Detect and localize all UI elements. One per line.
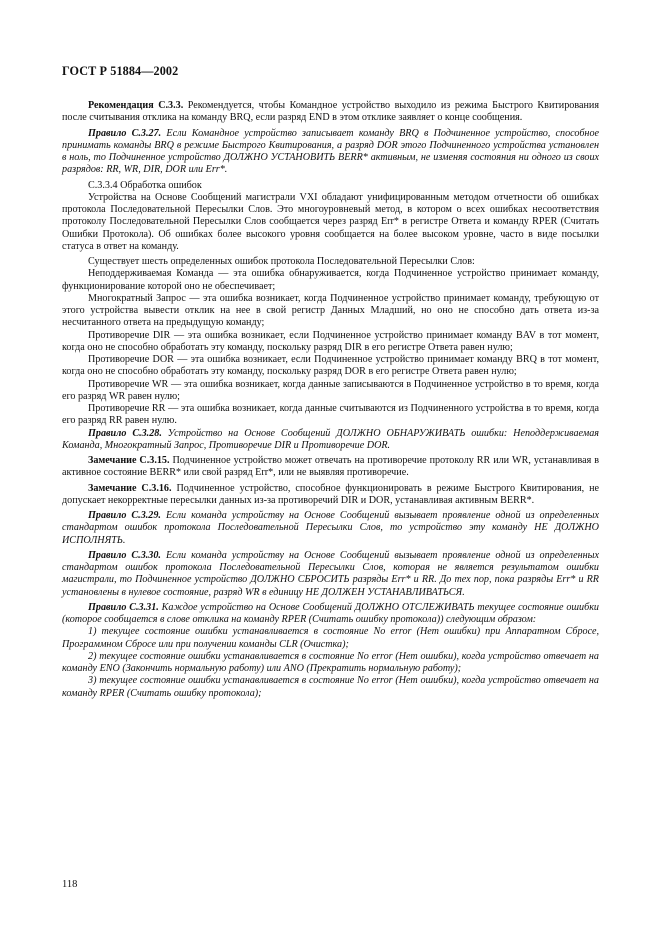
note-c-3-16: Замечание С.3.16. Подчиненное устройство, способное функционировать в режиме Быстрого Квитирования, не допускает некорректные пересылки данных из-за противоречий DIR и DOR, устанавливая активным BERR*. xyxy=(62,482,599,506)
list-item: 2) текущее состояние ошибки устанавливается в состояние No error (Нет ошибки), когда устройство отвечает на команду ENO (Закончить нормальную работу) или ANO (Прекратить нормальную работу); xyxy=(62,650,599,674)
rule-c-3-31: Правило С.3.31. Каждое устройство на Основе Сообщений ДОЛЖНО ОТСЛЕЖИВАТЬ текущее состояние ошибки (которое сообщается в слове отклика на команду RPER (Считать ошибку протокола)) следующим образом: xyxy=(62,601,599,625)
list-item: 3) текущее состояние ошибки устанавливается в состояние No error (Нет ошибки), когда устройство отвечает на команду RPER (Считать ошибку протокола); xyxy=(62,675,599,699)
error-item: Противоречие DOR — эта ошибка возникает, если Подчиненное устройство принимает команду BRQ в тот момент, когда оно не способно обработать эту команду, поскольку разряд DOR в его регистре Ответа равен нулю; xyxy=(62,354,599,378)
document-header: ГОСТ Р 51884—2002 xyxy=(62,64,179,78)
note-label: Замечание С.3.16. xyxy=(88,482,172,494)
body-paragraph: Устройства на Основе Сообщений магистрали VXI обладают унифицированным методом отчетности об ошибках протокола Последовательной Пересылки Слов. Это многоуровневый метод, в котором о всех ошибках несоответствия протоколу Последовательной Пересылки Слов сообщается через разряд Err* в регистре Ответа и команду RPER (Считать Ошибки Протокола). Об ошибках более высокого уровня сообщается на более высоком уровне, часто в виде посылки статуса в ответ на команду. xyxy=(62,191,599,252)
rule-c-3-28: Правило С.3.28. Устройство на Основе Сообщений ДОЛЖНО ОБНАРУЖИВАТЬ ошибки: Неподдерживаемая Команда, Многократный Запрос, Противоречие DIR и Противоречие DOR. xyxy=(62,427,599,451)
error-item: Многократный Запрос — эта ошибка возникает, когда Подчиненное устройство принимает команду, требующую от этого устройства вывести отклик на нее в свой регистр Данных Младший, но оно не способно дать ответа из-за несчитанного ответа на предыдущую команду; xyxy=(62,292,599,329)
rule-label: Правило С.3.27. xyxy=(88,127,162,139)
page-body xyxy=(62,100,599,700)
rule-label: Правило С.3.28. xyxy=(88,427,162,439)
rule-c-3-29: Правило С.3.29. Если команда устройству на Основе Сообщений вызывает проявление одной из определенных стандартом ошибок протокола Последовательной Пересылки Слов, то устройство эту команду НЕ ДОЛЖНО ИСПОЛНЯТЬ. xyxy=(62,510,600,546)
note-c-3-15: Замечание С.3.15. Подчиненное устройство может отвечать на противоречие протоколу RR или WR, устанавливая в активное состояние BERR* или свой разряд Err*, или не выявляя противоречие. xyxy=(62,455,599,479)
rule-c-3-27: Правило С.3.27. Если Командное устройство записывает команду BRQ в Подчиненное устройство, способное принимать команды BRQ в режиме Быстрого Квитирования, а разряд DOR этого Подчиненного устройства установлен в ноль, то Подчиненное устройство ДОЛЖНО УСТАНОВИТЬ BERR* активным, не изменяя состояния ни одного из своих разрядов: RR, WR, DIR, DOR или Err*. xyxy=(62,127,600,176)
rule-c-3-30: Правило С.3.30. Если команда устройству на Основе Сообщений вызывает проявление одной из определенных стандартом ошибок протокола Последовательной Пересылки Слов, которая не является результатом ошибки магистрали, то Подчиненное устройство ДОЛЖНО СБРОСИТЬ разряды Err* и RR. До тех пор, пока разряды Err* и RR установлены в нулевое состояние, разряд WR в единицу НЕ ДОЛЖЕН УСТАНАВЛИВАТЬСЯ. xyxy=(62,549,600,598)
error-item: Противоречие WR — эта ошибка возникает, когда данные записываются в Подчиненное устройство в то время, когда его разряд WR равен нулю; xyxy=(62,378,599,402)
recommendation-label: Рекомендация С.3.3. xyxy=(88,100,184,111)
note-label: Замечание С.3.15. xyxy=(88,455,170,466)
rule-label: Правило С.3.31. xyxy=(88,601,159,613)
error-item: Противоречие RR — эта ошибка возникает, когда данные считываются из Подчиненного устройства в то время, когда его разряд RR равен нулю. xyxy=(62,403,599,427)
body-paragraph: Существует шесть определенных ошибок протокола Последовательной Пересылки Слов: xyxy=(88,256,475,267)
section-heading-c-3-3-4: С.3.3.4 Обработка ошибок xyxy=(88,179,202,191)
error-item: Неподдерживаемая Команда — эта ошибка обнаруживается, когда Подчиненное устройство принимает команду, функционирование которой оно не обеспечивает; xyxy=(62,268,599,292)
recommendation-c-3-3: Рекомендация С.3.3. Рекомендуется, чтобы Командное устройство выходило из режима Быстрого Квитирования после считывания отклика на команду BRQ, если разряд END в этом отклике заявляет о конце сообщения. xyxy=(62,100,599,124)
error-item: Противоречие DIR — эта ошибка возникает, если Подчиненное устройство принимает команду BAV в тот момент, когда оно не способно обработать эту команду, поскольку разряд DIR в его регистре Ответа равен нулю; xyxy=(62,329,599,353)
list-item: 1) текущее состояние ошибки устанавливается в состояние No error (Нет ошибки) при Аппаратном Сбросе, Программном Сбросе или при получении команды CLR (Очистка); xyxy=(62,626,599,650)
rule-label: Правило С.3.29. xyxy=(88,510,161,521)
page-number: 118 xyxy=(62,879,78,890)
rule-label: Правило С.3.30. xyxy=(88,549,161,561)
